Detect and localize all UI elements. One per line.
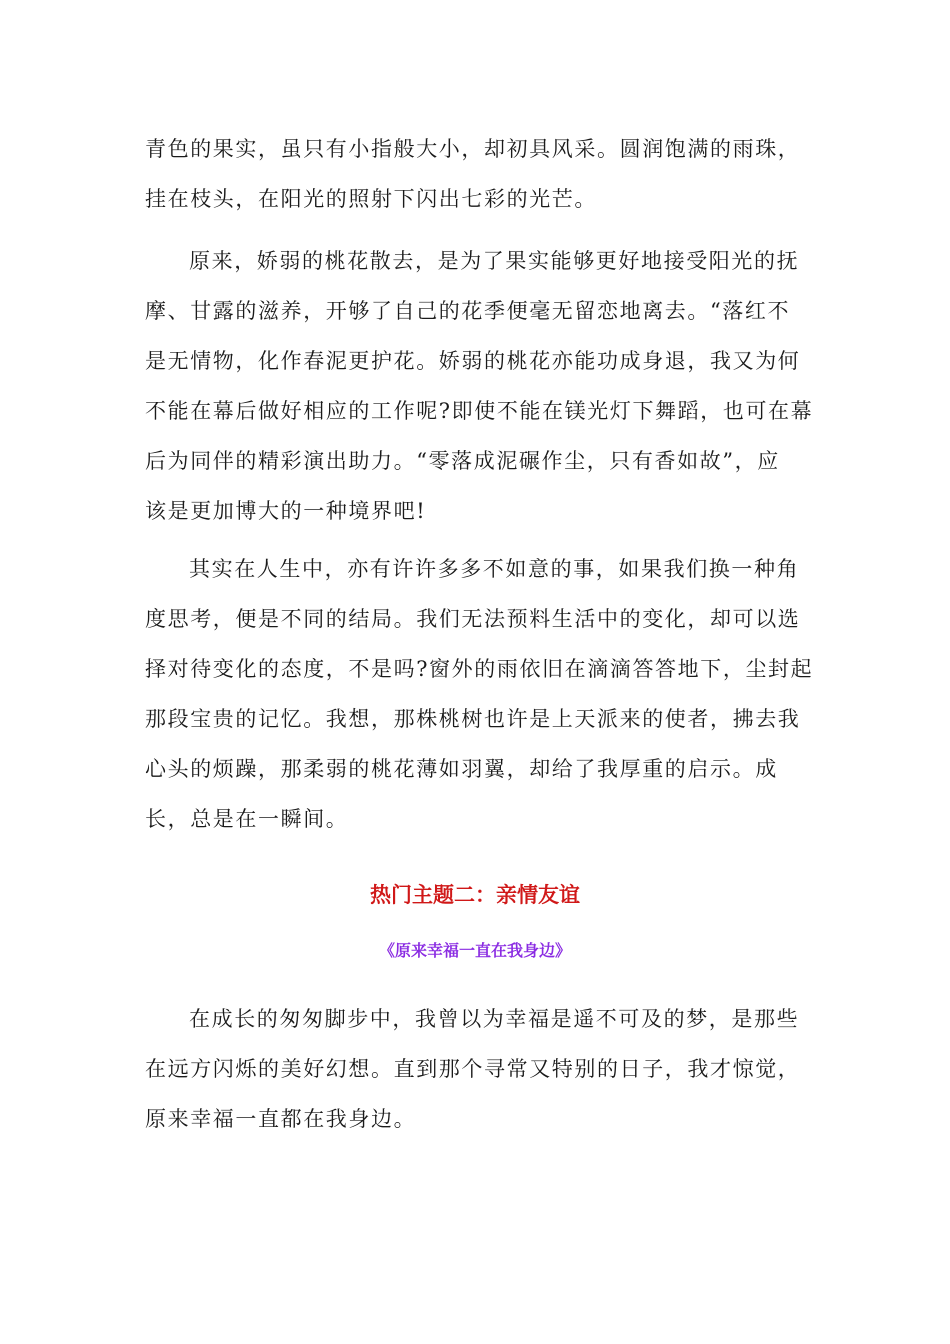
text-line: 其实在人生中，亦有许许多多不如意的事，如果我们换一种角	[189, 557, 800, 581]
section-heading: 热门主题二：亲情友谊	[370, 882, 580, 907]
paragraph-happiness-intro	[145, 994, 807, 1144]
text-line: 摩、甘露的滋养，开够了自己的花季便毫无留恋地离去。“落红不	[145, 299, 791, 323]
paragraph-continued	[145, 124, 807, 224]
text-line: 挂在枝头，在阳光的照射下闪出七彩的光芒。	[145, 187, 597, 211]
text-line: 那段宝贵的记忆。我想，那株桃树也许是上天派来的使者，拂去我	[145, 707, 801, 731]
text-line: 长，总是在一瞬间。	[145, 807, 349, 831]
text-line: 不能在幕后做好相应的工作呢?即使不能在镁光灯下舞蹈，也可在幕	[145, 399, 814, 423]
text-line: 青色的果实，虽只有小指般大小，却初具风采。圆润饱满的雨珠，	[145, 137, 801, 161]
text-line: 是无情物，化作春泥更护花。娇弱的桃花亦能功成身退，我又为何	[145, 349, 801, 373]
text-line: 心头的烦躁，那柔弱的桃花薄如羽翼，却给了我厚重的启示。成	[145, 757, 778, 781]
text-line: 后为同伴的精彩演出助力。“零落成泥碾作尘，只有香如故”，应	[145, 449, 780, 473]
text-line: 择对待变化的态度，不是吗?窗外的雨依旧在滴滴答答地下，尘封起	[145, 657, 814, 681]
text-line: 原来幸福一直都在我身边。	[145, 1107, 417, 1131]
paragraph-life-reflection	[145, 544, 814, 844]
text-line: 在成长的匆匆脚步中，我曾以为幸福是遥不可及的梦，是那些	[189, 1007, 800, 1031]
text-line: 原来，娇弱的桃花散去，是为了果实能够更好地接受阳光的抚	[189, 249, 800, 273]
text-line: 度思考，便是不同的结局。我们无法预料生活中的变化，却可以选	[145, 607, 801, 631]
text-line: 该是更加博大的一种境界吧!	[145, 499, 427, 523]
text-line: 在远方闪烁的美好幻想。直到那个寻常又特别的日子，我才惊觉，	[145, 1057, 801, 1081]
article-title: 《原来幸福一直在我身边》	[378, 941, 571, 960]
paragraph-peach-blossom	[145, 236, 814, 536]
